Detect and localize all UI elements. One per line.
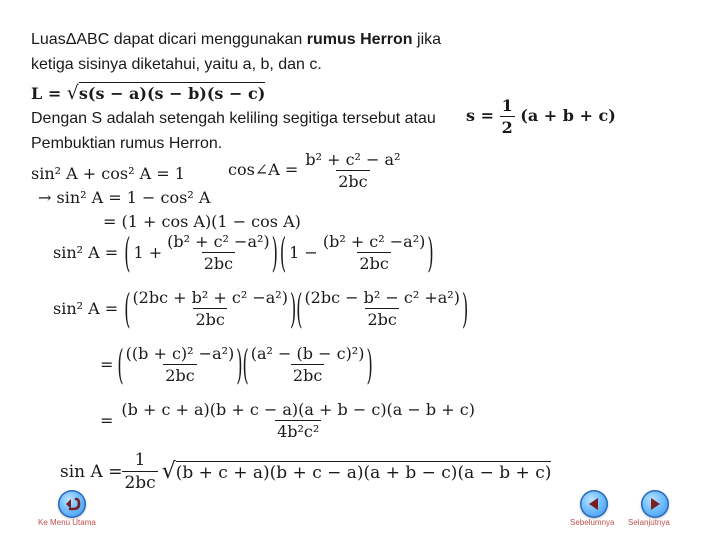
- s-def-suffix: (a + b + c): [520, 106, 616, 125]
- cos-fraction: [303, 150, 402, 191]
- left-paren: (: [124, 284, 131, 333]
- step-3-num-1: (b² + c² −a²): [167, 232, 270, 251]
- s-def-num: 1: [501, 96, 513, 115]
- step-6-fraction: [119, 400, 477, 441]
- next-button[interactable]: [641, 490, 669, 518]
- step-4-num-1: (2bc + b² + c² −a²): [132, 288, 288, 307]
- final-den: 2bc: [124, 473, 156, 493]
- step-3-one-minus: 1 −: [289, 243, 318, 262]
- step-3-one-plus: 1 +: [133, 243, 163, 262]
- right-triangle-icon: [641, 490, 669, 518]
- cos-den: 2bc: [338, 172, 368, 191]
- step-5-fraction-1: [124, 344, 237, 385]
- formula-L-radicand: s(s − a)(s − b)(s − c): [78, 84, 266, 103]
- final-lhs: sin A =: [60, 461, 123, 482]
- formula-L: [31, 82, 265, 104]
- rumus-herron-emphasis: rumus Herron: [306, 31, 413, 48]
- step-6-den: 4b²c²: [277, 422, 320, 441]
- left-paren: (: [117, 340, 124, 389]
- step-3: [53, 228, 434, 277]
- home-button[interactable]: [58, 490, 86, 518]
- identity: sin² A + cos² A = 1: [31, 164, 185, 183]
- step-6-num: (b + c + a)(b + c − a)(a + b − c)(a − b + c): [121, 400, 475, 419]
- home-label[interactable]: Ke Menu Utama: [38, 518, 96, 527]
- step-4-fraction-1: [130, 288, 290, 329]
- step-2: = (1 + cos A)(1 − cos A): [103, 212, 301, 231]
- step-3-lhs: sin² A =: [53, 243, 119, 262]
- step-4-den-2: 2bc: [367, 310, 397, 329]
- intro-line-1-start: LuasΔABC dapat dicari menggunakan: [31, 31, 303, 48]
- formula-L-prefix: L =: [31, 84, 67, 103]
- left-paren: (: [279, 228, 287, 277]
- left-paren: (: [124, 228, 131, 277]
- step-4-den-1: 2bc: [195, 310, 225, 329]
- intro-line-4: Dengan S adalah setengah keliling segitiga tersebut atau: [31, 110, 436, 127]
- cos-prefix: cos∠A =: [228, 160, 304, 179]
- right-paren: ): [236, 340, 243, 389]
- sqrt-icon: √: [161, 459, 176, 484]
- step-5-num-1: ((b + c)² −a²): [125, 344, 235, 363]
- step-5: [100, 340, 373, 389]
- right-paren: ): [461, 284, 469, 333]
- step-4-num-2: (2bc − b² − c² +a²): [304, 288, 460, 307]
- step-3-den-1: 2bc: [203, 254, 234, 273]
- final-radicand: (b + c + a)(b + c − a)(a + b − c)(a − b + c): [175, 462, 552, 483]
- next-label[interactable]: Selanjutnya: [628, 518, 670, 527]
- cos-formula: [228, 150, 402, 191]
- left-triangle-icon: [580, 490, 608, 518]
- right-paren: ): [271, 228, 278, 277]
- return-arrow-icon: [58, 490, 86, 518]
- s-def-den: 2: [501, 118, 513, 137]
- s-def-fraction: [500, 96, 515, 137]
- final-num: 1: [134, 450, 146, 470]
- intro-line-1: [31, 31, 441, 49]
- step-6-equals: =: [100, 411, 114, 430]
- sqrt-icon: √: [66, 82, 79, 104]
- step-5-den-1: 2bc: [165, 366, 195, 385]
- step-3-fraction-2: [321, 232, 428, 273]
- step-5-fraction-2: [249, 344, 367, 385]
- s-definition: [466, 96, 616, 137]
- left-paren: (: [242, 340, 249, 389]
- final-fraction: [122, 450, 157, 493]
- prev-button[interactable]: [580, 490, 608, 518]
- prev-label[interactable]: Sebelumnya: [570, 518, 615, 527]
- step-3-fraction-1: [165, 232, 272, 273]
- step-4-fraction-2: [302, 288, 462, 329]
- step-1: → sin² A = 1 − cos² A: [38, 188, 211, 207]
- intro-line-1-end: jika: [417, 31, 442, 48]
- step-5-num-2: (a² − (b − c)²): [250, 344, 365, 363]
- step-5-den-2: 2bc: [292, 366, 323, 385]
- s-def-prefix: s =: [466, 106, 500, 125]
- step-3-den-2: 2bc: [359, 254, 389, 273]
- step-4-lhs: sin² A =: [53, 299, 119, 318]
- step-5-equals: =: [100, 355, 114, 374]
- intro-line-2: ketiga sisinya diketahui, yaitu a, b, dan c.: [31, 56, 322, 73]
- intro-line-5: Pembuktian rumus Herron.: [31, 135, 223, 152]
- left-paren: (: [296, 284, 303, 333]
- final-formula: [60, 450, 551, 493]
- cos-num: b² + c² − a²: [305, 150, 401, 169]
- step-6: [100, 400, 477, 441]
- right-paren: ): [366, 340, 373, 389]
- step-3-num-2: (b² + c² −a²): [322, 232, 426, 251]
- step-4: [53, 284, 469, 333]
- right-paren: ): [289, 284, 297, 333]
- right-paren: ): [427, 228, 434, 277]
